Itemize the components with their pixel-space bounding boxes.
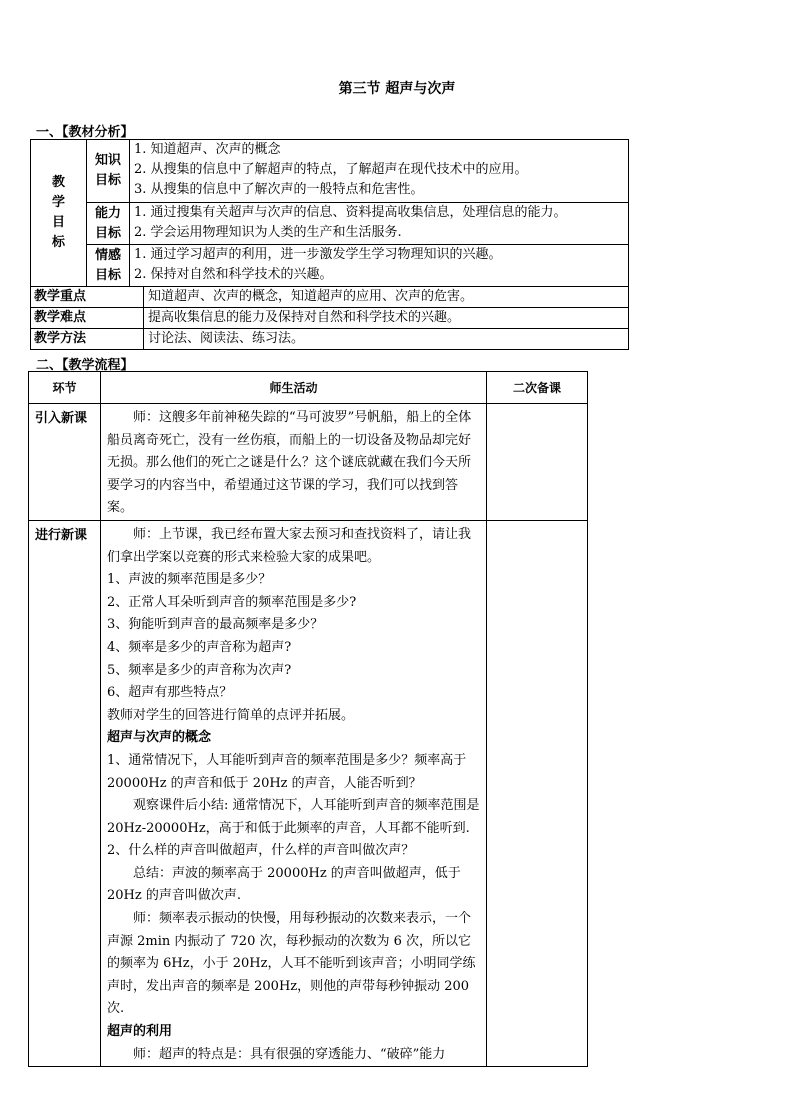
objectives-char: 目	[51, 215, 65, 230]
notes-new-lesson	[487, 520, 588, 1066]
label-line: 情感	[94, 247, 121, 263]
ability-objective-label	[87, 203, 130, 245]
emotion-objective-items	[130, 245, 629, 287]
activity-paragraph: 师：超声的特点是：具有很强的穿透能力、“破碎”能力	[133, 1046, 446, 1062]
process-table	[28, 371, 588, 1067]
objective-item: 3. 从搜集的信息中了解次声的一般特点和危害性。	[134, 182, 424, 197]
activity-paragraph: 1、通常情况下，人耳能听到声音的频率范围是多少？频率高于 20000Hz 的声音和低于 20Hz 的声音，人能否听到？	[107, 752, 467, 791]
question-item: 2、正常人耳朵听到声音的频率范围是多少?	[107, 594, 357, 610]
notes-intro	[487, 404, 588, 521]
objective-item: 2. 从搜集的信息中了解超声的特点，了解超声在现代技术中的应用。	[134, 162, 528, 177]
question-item: 1、声波的频率范围是多少？	[107, 572, 272, 588]
stage-intro: 引入新课	[29, 404, 101, 521]
knowledge-objective-label	[87, 140, 130, 203]
ability-objective-items	[130, 203, 629, 245]
label-line: 目标	[94, 225, 121, 241]
objective-item: 1. 知道超声、次声的概念	[134, 142, 281, 157]
section-heading-process: 二、【教学流程】	[36, 358, 134, 373]
activity-paragraph: 师：频率表示振动的快慢，用每秒振动的次数来表示，一个声源 2min 内振动了 720 次，每秒振动的次数为 6 次，所以它的频率为 6Hz，小于 20Hz，人耳不能听到该声音；小明同学练声时，发出声音的频率是 200Hz，则他的声带每秒钟振动 200 次.	[107, 911, 476, 1017]
label-line: 目标	[94, 267, 121, 283]
activity-paragraph: 总结：声波的频率高于 20000Hz 的声音叫做超声，低于 20Hz 的声音叫做次声.	[107, 865, 461, 904]
label-line: 能力	[94, 205, 121, 221]
objectives-char: 教	[51, 175, 65, 190]
column-header-stage: 环节	[29, 372, 101, 404]
activity-paragraph: 观察课件后小结: 通常情况下，人耳能听到声音的频率范围是 20Hz-20000Hz，高于和低于此频率的声音，人耳都不能听到.	[107, 798, 480, 836]
objectives-char: 学	[51, 195, 65, 210]
label-line: 目标	[94, 173, 121, 188]
objective-item: 2. 学会运用物理知识为人类的生产和生活服务.	[134, 225, 402, 240]
activity-paragraph: 2、什么样的声音叫做超声，什么样的声音叫做次声？	[107, 843, 415, 859]
knowledge-objective-items	[130, 140, 629, 203]
question-item: 6、超声有那些特点？	[107, 685, 233, 701]
column-header-activity: 师生活动	[101, 372, 487, 404]
question-item: 3、狗能听到声音的最高频率是多少？	[107, 617, 324, 633]
objective-item: 2. 保持对自然和科学技术的兴趣。	[134, 267, 333, 282]
stage-new-lesson: 进行新课	[29, 520, 101, 1066]
activity-new-lesson	[101, 520, 487, 1066]
label-line: 知识	[94, 153, 121, 168]
methods-label: 教学方法	[31, 329, 144, 350]
page-title: 第三节 超声与次声	[338, 81, 456, 97]
objective-item: 1. 通过搜集有关超声与次声的信息、资料提高收集信息，处理信息的能力。	[134, 205, 567, 220]
subsection-heading: 超声的利用	[107, 1024, 173, 1040]
section-heading-analysis: 一、【教材分析】	[36, 125, 134, 140]
methods-text: 讨论法、阅读法、练习法。	[144, 329, 629, 350]
analysis-table	[30, 139, 629, 350]
objectives-char: 标	[51, 235, 65, 250]
activity-paragraph: 师：上节课，我已经布置大家去预习和查找资料了，请让我们拿出学案以竞赛的形式来检验大家的成果吧。	[107, 526, 472, 565]
objective-item: 1. 通过学习超声的利用，进一步激发学生学习物理知识的兴趣。	[134, 247, 502, 262]
activity-intro	[101, 404, 487, 521]
objectives-label	[31, 140, 87, 287]
difficulties-text: 提高收集信息的能力及保持对自然和科学技术的兴趣。	[144, 308, 629, 329]
activity-paragraph: 教师对学生的回答进行简单的点评并拓展。	[107, 707, 355, 723]
question-item: 5、频率是多少的声音称为次声?	[107, 662, 292, 678]
column-header-notes: 二次备课	[487, 372, 588, 404]
difficulties-label: 教学难点	[31, 308, 144, 329]
key-points-text: 知道超声、次声的概念，知道超声的应用、次声的危害。	[144, 287, 629, 308]
activity-paragraph: 师：这艘多年前神秘失踪的“马可波罗”号帆船，船上的全体船员离奇死亡，没有一丝伤痕，而船上的一切设备及物品却完好无损。那么他们的死亡之谜是什么？这个谜底就藏在我们今天所要学习的内容当中，希望通过这节课的学习，我们可以找到答案。	[107, 410, 472, 516]
key-points-label: 教学重点	[31, 287, 144, 308]
emotion-objective-label	[87, 245, 130, 287]
question-item: 4、频率是多少的声音称为超声?	[107, 639, 292, 655]
subsection-heading: 超声与次声的概念	[107, 730, 212, 746]
